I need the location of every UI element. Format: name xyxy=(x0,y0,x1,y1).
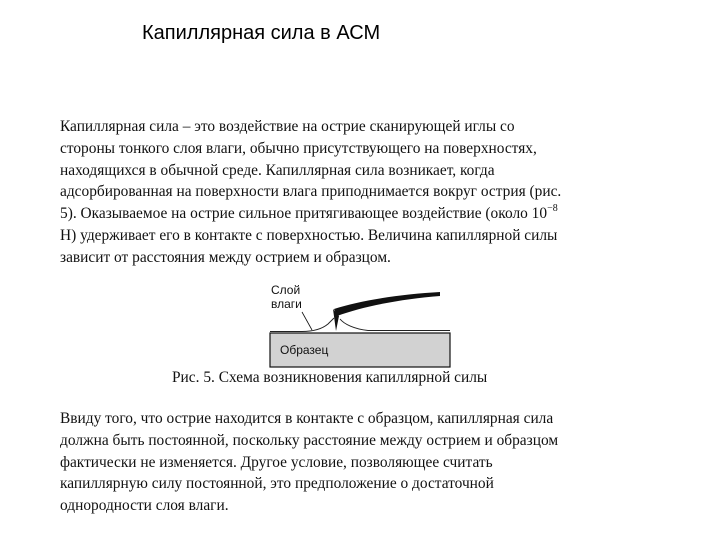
text-line: стороны тонкого слоя влаги, обычно присутствующего на поверхностях, xyxy=(60,139,537,157)
sample-label: Образец xyxy=(280,343,329,357)
water-layer-label: влаги xyxy=(271,297,302,311)
text-line: фактически не изменяется. Другое условие, позволяющее считать xyxy=(60,453,493,471)
text-line: зависит от расстояния между острием и образцом. xyxy=(60,248,391,266)
text-line: Ввиду того, что острие находится в контакте с образцом, капиллярная сила xyxy=(60,410,554,427)
slide-title: Капиллярная сила в АСМ xyxy=(142,22,381,44)
water-layer-label: Слой xyxy=(271,283,301,297)
capillary-force-diagram xyxy=(262,278,462,370)
text-line: однородности слоя влаги. xyxy=(60,497,229,515)
water-layer xyxy=(270,318,450,332)
text-line xyxy=(60,203,660,225)
text-line-content: 5). Оказываемое на острие сильное притягивающее воздействие (около 10 xyxy=(60,205,548,223)
text-line: должна быть постоянной, поскольку расстояние между острием и образцом xyxy=(60,431,559,449)
force-exponent: −8 xyxy=(547,203,558,215)
figure-caption: Рис. 5. Схема возникновения капиллярной силы xyxy=(172,369,488,386)
text-line: Н) удерживает его в контакте с поверхностью. Величина капиллярной силы xyxy=(60,226,558,244)
text-line: находящихся в обычной среде. Капиллярная сила возникает, когда xyxy=(60,161,495,179)
text-line: Капиллярная сила – это воздействие на острие сканирующей иглы со xyxy=(60,118,515,135)
paragraph-capillary-constancy xyxy=(60,408,660,517)
cantilever xyxy=(334,292,440,316)
paragraph-capillary-definition xyxy=(60,116,660,269)
label-pointer xyxy=(302,312,312,330)
text-line: адсорбированная на поверхности влага приподнимается вокруг острия (рис. xyxy=(60,183,562,201)
text-line: капиллярную силу постоянной, это предположение о достаточной xyxy=(60,475,494,493)
